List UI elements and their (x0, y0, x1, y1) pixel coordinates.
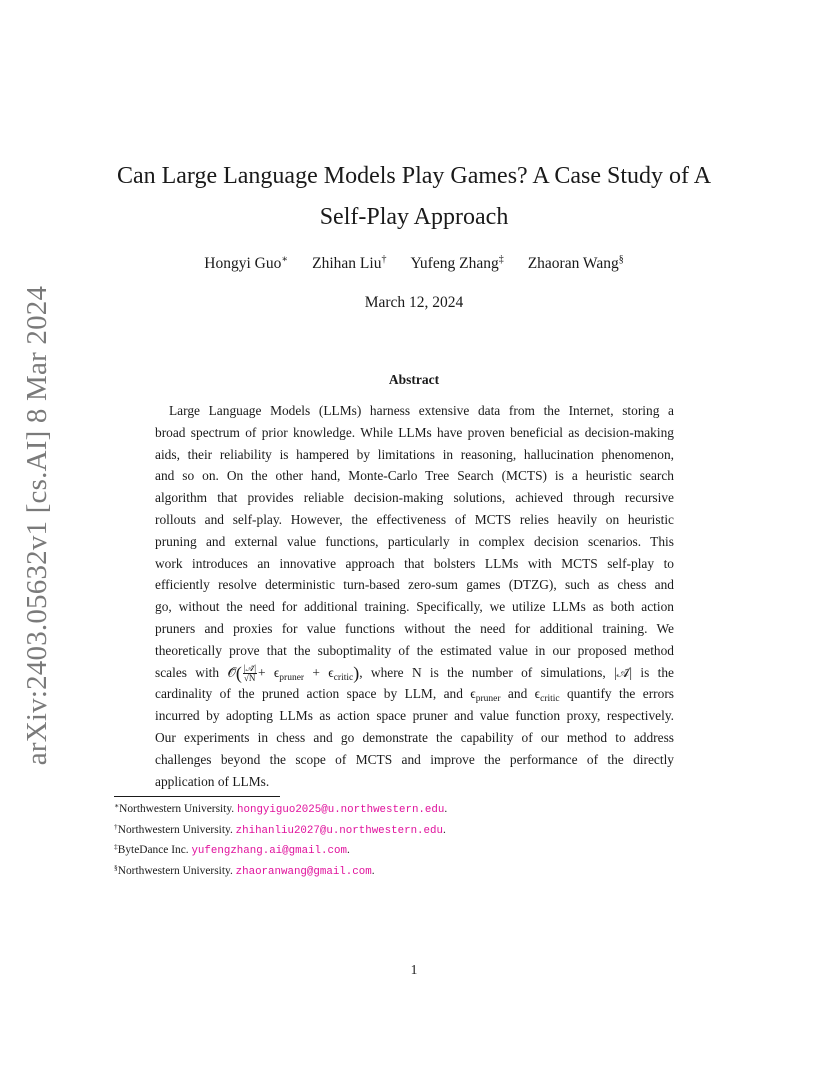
abstract-line: aids, their reliability is hampered by limitations in reasoning, hallucination phenomenon, (155, 446, 674, 462)
math-fraction (243, 664, 257, 683)
author-name: Zhihan Liu (312, 255, 382, 272)
abstract-line: application of LLMs. (155, 773, 270, 789)
abstract-line: and so on. On the other hand, Monte-Carlo Tree Search (MCTS) is a heuristic search (155, 468, 674, 484)
publication-date: March 12, 2024 (364, 294, 464, 311)
author-mark: ‡ (498, 254, 504, 265)
footnote (114, 839, 714, 860)
author-mark: ∗ (281, 254, 289, 265)
footnote-mark: ‡ (114, 842, 118, 851)
email-link[interactable]: zhaoranwang@gmail.com (235, 865, 372, 878)
footnote (114, 819, 714, 840)
author (312, 254, 386, 273)
line-text: cardinality of the pruned action space by LLM, and ϵ (155, 686, 476, 702)
author-list (100, 254, 728, 273)
author (204, 254, 288, 273)
epsilon-subscript: pruner (475, 694, 501, 705)
title-line-1: Can Large Language Models Play Games? A Case Study of A (116, 163, 712, 189)
abstract-line: work introduces an innovative approach that bolsters LLMs with MCTS self-play to (155, 555, 674, 571)
epsilon-term: + ϵ (312, 664, 334, 680)
author (528, 254, 624, 273)
footnote-end: . (346, 844, 350, 856)
abstract-line: pruners and proxies for value functions without the need for additional training. We (155, 620, 674, 636)
abstract-line: go, without the need for additional training. Specifically, we utilize LLMs as both action (155, 599, 674, 615)
epsilon-subscript: pruner (279, 672, 305, 683)
author-mark: § (618, 254, 624, 265)
abstract-line: efficiently resolve deterministic turn-based zero-sum games (DTZG), such as chess and (155, 577, 674, 593)
abstract-line: algorithm that provides reliable decision-making solutions, achieved through recursive (155, 490, 674, 506)
math-suffix: , where N is the number of simulations, |𝒜̃| is the (359, 664, 674, 680)
footnote-end: . (371, 864, 375, 877)
arxiv-identifier: arXiv:2403.05632v1 [cs.AI] 8 Mar 2024 (21, 285, 54, 765)
abstract-line: Large Language Models (LLMs) harness extensive data from the Internet, storing a (169, 403, 674, 418)
epsilon-subscript: critic (333, 672, 354, 683)
author-name: Hongyi Guo (204, 255, 282, 272)
abstract-line: theoretically prove that the suboptimality of the estimated value in our proposed method (155, 642, 674, 658)
abstract-body (155, 400, 674, 792)
footnote-affiliation: Northwestern University. (117, 823, 236, 836)
epsilon-term: + ϵ (258, 664, 280, 680)
footnote-end: . (444, 803, 448, 815)
footnote-mark: ∗ (114, 801, 120, 810)
math-prefix: scales with (155, 664, 220, 680)
footnote (114, 860, 714, 881)
abstract-heading: Abstract (388, 372, 440, 387)
abstract-line: Our experiments in chess and go demonstrate the capability of our method to address (155, 729, 674, 745)
title-line-2: Self-Play Approach (319, 204, 509, 230)
footnote-affiliation: Northwestern University. (117, 864, 236, 877)
paper-title (100, 156, 728, 238)
email-link[interactable]: zhihanliu2027@u.northwestern.edu (235, 824, 443, 837)
abstract-line: broad spectrum of prior knowledge. While LLMs have proven beneficial as decision-making (155, 424, 674, 440)
author-name: Yufeng Zhang (410, 255, 499, 272)
abstract-line: rollouts and self-play. However, the effectiveness of MCTS relies heavily on heuristic (155, 511, 674, 527)
footnote-divider (114, 796, 280, 797)
line-text: quantify the errors (559, 686, 674, 702)
footnote-mark: § (114, 862, 118, 872)
footnote (114, 798, 714, 819)
math-expression: 𝒪̃( $\frac{\text{|𝒜̃|}}{√N}$ + $\epsilon_{pruner} + \epsilon_{critic}$) (227, 662, 360, 683)
footnote-mark: † (114, 821, 118, 831)
footnote-affiliation: ByteDance Inc. (117, 844, 192, 856)
abstract-math-line (155, 662, 674, 684)
email-link[interactable]: hongyiguo2025@u.northwestern.edu (237, 804, 445, 816)
page-number: 1 (410, 962, 418, 977)
author-name: Zhaoran Wang (527, 255, 619, 272)
line-text: and ϵ (500, 686, 541, 702)
big-o-symbol: 𝒪̃ (227, 664, 236, 680)
footnote-end: . (442, 823, 446, 836)
abstract-line: pruning and external value functions, particularly in complex decision scenarios. This (155, 533, 674, 549)
abstract-line: challenges beyond the scope of MCTS and improve the performance of the directly (155, 751, 674, 767)
abstract-line (155, 683, 674, 705)
author (410, 254, 503, 273)
arxiv-side-stamp (18, 285, 58, 765)
fraction-denominator: √N (243, 672, 256, 683)
abstract-line: incurred by adopting LLMs as action space pruner and value function proxy, respectively. (155, 708, 674, 724)
email-link[interactable]: yufengzhang.ai@gmail.com (191, 845, 347, 857)
fraction-numerator: |𝒜̃| (243, 662, 256, 673)
footnote-affiliation: Northwestern University. (119, 803, 237, 815)
author-mark: † (381, 254, 387, 265)
footnotes (114, 798, 714, 880)
epsilon-subscript: critic (540, 694, 560, 705)
